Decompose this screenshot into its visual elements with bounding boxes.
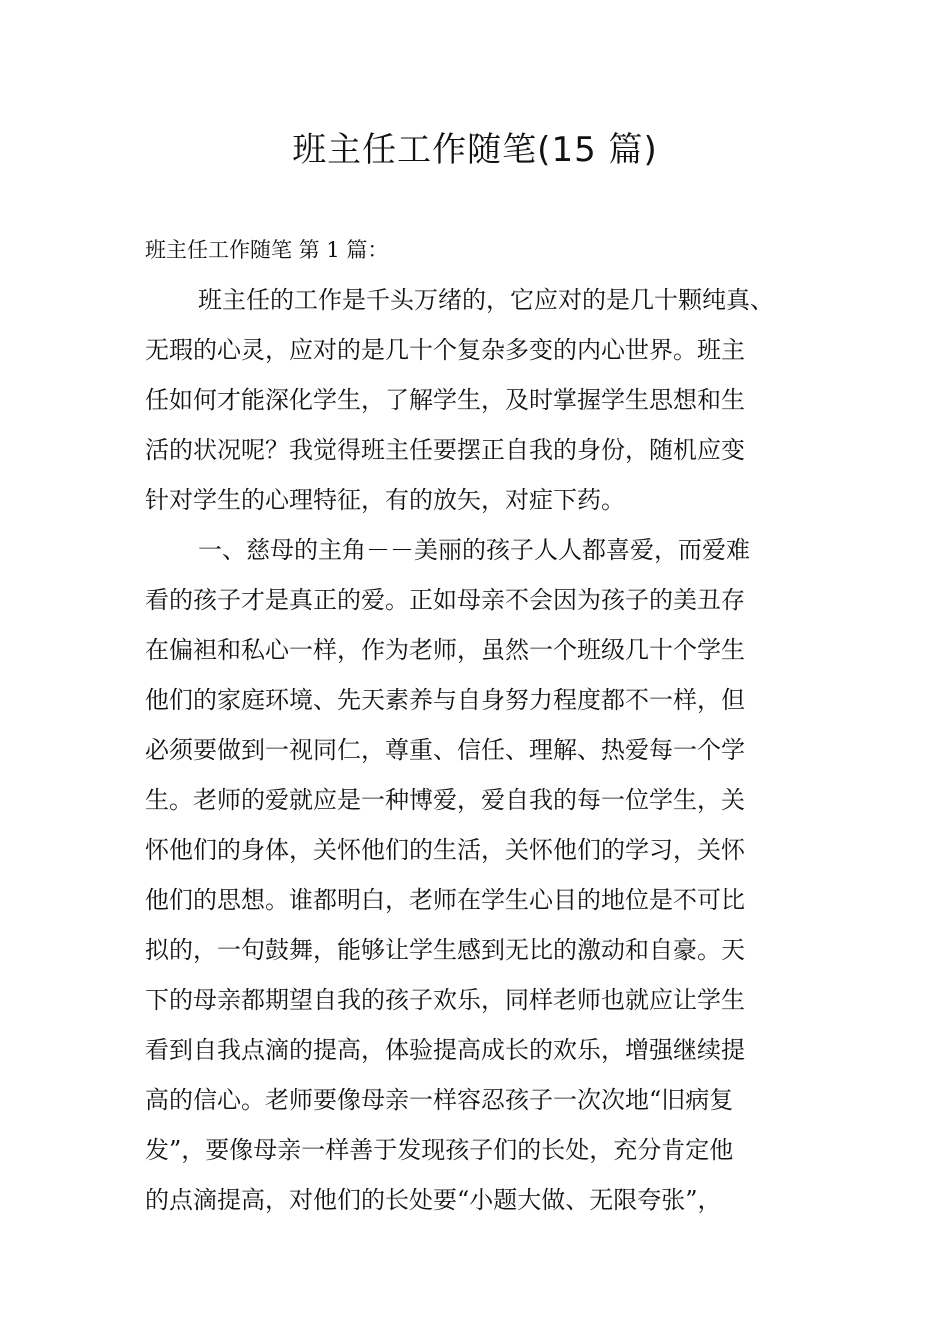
paragraph-line: 针对学生的心理特征，有的放矢，对症下药。 (145, 486, 625, 514)
paragraph-line: 他们的家庭环境、先天素养与自身努力程度都不一样，但 (145, 686, 745, 714)
paragraph-line: 一、慈母的主角－－美丽的孩子人人都喜爱，而爱难 (198, 536, 750, 564)
paragraph-line: 生。老师的爱就应是一种博爱，爱自我的每一位学生，关 (145, 786, 745, 814)
section-heading: 班主任工作随笔 第 1 篇： (145, 238, 389, 262)
paragraph-line: 看到自我点滴的提高，体验提高成长的欢乐，增强继续提 (145, 1036, 745, 1064)
paragraph-line: 无瑕的心灵，应对的是几十个复杂多变的内心世界。班主 (145, 336, 745, 364)
paragraph-line: 在偏袒和私心一样，作为老师，虽然一个班级几十个学生 (145, 636, 745, 664)
paragraph-line: 看的孩子才是真正的爱。正如母亲不会因为孩子的美丑存 (145, 586, 745, 614)
paragraph-line: 班主任的工作是千头万绪的，它应对的是几十颗纯真、 (198, 286, 774, 314)
paragraph-line: 任如何才能深化学生，了解学生，及时掌握学生思想和生 (145, 386, 745, 414)
paragraph-line: 怀他们的身体，关怀他们的生活，关怀他们的学习，关怀 (145, 836, 745, 864)
paragraph-line: 高的信心。老师要像母亲一样容忍孩子一次次地“旧病复 (145, 1086, 734, 1114)
paragraph-line: 拟的，一句鼓舞，能够让学生感到无比的激动和自豪。天 (145, 936, 745, 964)
paragraph-line: 下的母亲都期望自我的孩子欢乐，同样老师也就应让学生 (145, 986, 745, 1014)
paragraph-line: 的点滴提高，对他们的长处要“小题大做、无限夸张”， (145, 1186, 722, 1214)
paragraph-line: 发”，要像母亲一样善于发现孩子们的长处，充分肯定他 (145, 1136, 734, 1164)
document-title: 班主任工作随笔(15 篇) (292, 130, 658, 170)
paragraph-line: 他们的思想。谁都明白，老师在学生心目的地位是不可比 (145, 886, 745, 914)
paragraph-line: 必须要做到一视同仁，尊重、信任、理解、热爱每一个学 (145, 736, 745, 764)
paragraph-line: 活的状况呢？我觉得班主任要摆正自我的身份，随机应变 (145, 436, 745, 464)
